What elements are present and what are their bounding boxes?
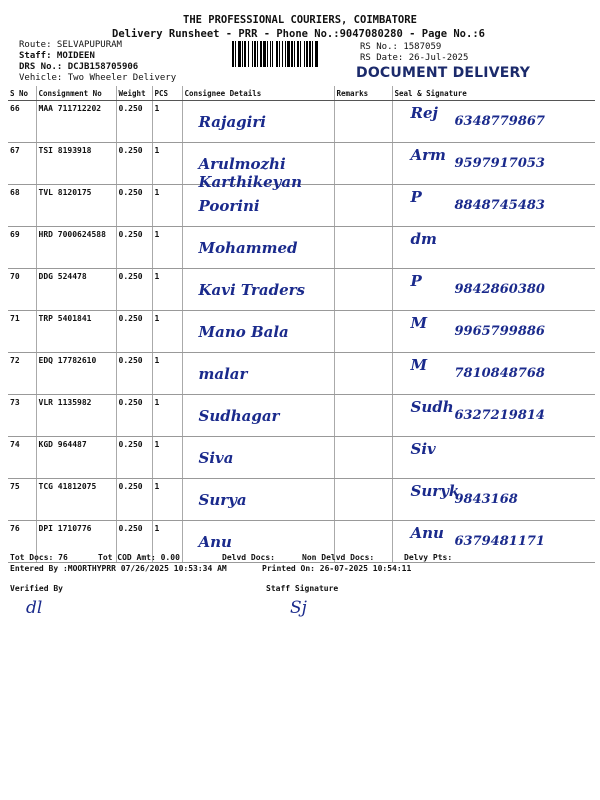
cell-remarks [334,185,392,227]
consignee-handwriting: Kavi Traders [198,281,305,299]
consignee-handwriting: Siva [198,449,234,467]
consignee-handwriting: Sudhagar [198,407,280,425]
cell-consignment-no: HRD 7000624588 [36,227,116,269]
cell-consignment-no: EDQ 17782610 [36,353,116,395]
cell-pcs: 1 [152,101,182,143]
table-row [8,395,595,437]
cell-sno: 70 [8,269,36,311]
cell-weight: 0.250 [116,353,152,395]
cell-seal-signature [392,311,595,353]
cell-weight: 0.250 [116,185,152,227]
cell-pcs: 1 [152,521,182,563]
cell-remarks [334,143,392,185]
col-consignee-details: Consignee Details [182,86,334,101]
cell-seal-signature [392,185,595,227]
signature-handwriting: P [410,272,422,290]
staff-label: Staff: MOIDEEN [19,51,95,61]
cell-weight: 0.250 [116,437,152,479]
barcode-image [232,41,354,67]
cell-weight: 0.250 [116,311,152,353]
cell-sno: 71 [8,311,36,353]
cell-pcs: 1 [152,353,182,395]
signature-handwriting: Arm [410,146,446,164]
consignee-handwriting: malar [198,365,248,383]
cell-weight: 0.250 [116,479,152,521]
phone-handwriting: 9842860380 [454,282,545,297]
table-row [8,269,595,311]
cell-consignment-no: TSI 8193918 [36,143,116,185]
staff-signature-mark: Sj [290,598,307,618]
phone-handwriting: 6348779867 [454,114,545,129]
consignee-handwriting: Surya [198,491,247,509]
table-row [8,143,595,185]
phone-handwriting: 6379481171 [454,534,545,549]
cell-sno: 74 [8,437,36,479]
table-row [8,353,595,395]
cell-weight: 0.250 [116,521,152,563]
table-row [8,227,595,269]
cell-remarks [334,479,392,521]
cell-remarks [334,353,392,395]
signature-handwriting: Rej [410,104,438,122]
col-pcs: PCS [152,86,182,101]
signature-handwriting: M [410,314,428,332]
cell-consignee [182,101,334,143]
consignee-handwriting: Poorini [198,197,260,215]
rs-number: RS No.: 1587059 [360,42,442,52]
cell-pcs: 1 [152,227,182,269]
vehicle-label: Vehicle: Two Wheeler Delivery [19,73,177,83]
cell-consignment-no: VLR 1135982 [36,395,116,437]
cell-pcs: 1 [152,143,182,185]
cell-sno: 72 [8,353,36,395]
cell-weight: 0.250 [116,269,152,311]
cell-remarks [334,437,392,479]
cell-seal-signature [392,395,595,437]
entered-by: Entered By :MOORTHYPRR 07/26/2025 10:53:34 AM [10,564,227,573]
cell-sno: 75 [8,479,36,521]
cell-pcs: 1 [152,437,182,479]
cell-remarks [334,269,392,311]
cell-sno: 69 [8,227,36,269]
col-weight: Weight [116,86,152,101]
cell-weight: 0.250 [116,101,152,143]
cell-sno: 76 [8,521,36,563]
cell-seal-signature [392,101,595,143]
cell-consignee [182,353,334,395]
verified-by-signature: dl [26,598,43,618]
table-row [8,479,595,521]
route-label: Route: SELVAPUPURAM [19,40,122,50]
cell-consignee [182,185,334,227]
document-delivery-stamp: DOCUMENT DELIVERY [356,65,531,81]
phone-handwriting: 8848745483 [454,198,545,213]
drs-number: DRS No.: DCJB158705906 [19,62,139,72]
cell-pcs: 1 [152,185,182,227]
table-row [8,437,595,479]
signature-handwriting: Anu [410,524,444,542]
cell-consignment-no: TRP 5401841 [36,311,116,353]
cell-seal-signature [392,227,595,269]
rs-date: RS Date: 26-Jul-2025 [360,53,469,63]
phone-handwriting: 9965799886 [454,324,545,339]
cell-seal-signature [392,437,595,479]
cell-consignee [182,269,334,311]
cell-remarks [334,101,392,143]
consignee-handwriting: Arulmozhi Karthikeyan [198,155,302,191]
cell-consignee [182,395,334,437]
cell-seal-signature [392,479,595,521]
cell-consignment-no: MAA 711712202 [36,101,116,143]
cell-consignment-no: TVL 8120175 [36,185,116,227]
consignee-handwriting: Mano Bala [198,323,289,341]
consignee-handwriting: Rajagiri [198,113,266,131]
phone-handwriting: 9843168 [454,492,518,507]
cell-pcs: 1 [152,479,182,521]
company-name: THE PROFESSIONAL COURIERS, COIMBATORE [183,14,417,26]
printed-on: Printed On: 26-07-2025 10:54:11 [262,564,412,573]
consignee-handwriting: Anu [198,533,232,551]
signature-handwriting: Suryk [410,482,460,500]
runsheet-subtitle: Delivery Runsheet - PRR - Phone No.:9047080280 - Page No.:6 [112,28,485,40]
cell-consignment-no: KGD 964487 [36,437,116,479]
cell-weight: 0.250 [116,395,152,437]
signature-handwriting: dm [410,230,437,248]
cell-consignee [182,479,334,521]
phone-handwriting: 7810848768 [454,366,545,381]
col-remarks: Remarks [334,86,392,101]
cell-sno: 73 [8,395,36,437]
cell-seal-signature [392,353,595,395]
cell-remarks [334,311,392,353]
cell-remarks [334,227,392,269]
cell-weight: 0.250 [116,143,152,185]
delivery-points: Delvy Pts: [404,553,453,562]
col-seal-signature: Seal & Signature [392,86,595,101]
cell-sno: 68 [8,185,36,227]
phone-handwriting: 9597917053 [454,156,545,171]
cell-seal-signature [392,143,595,185]
cell-sno: 66 [8,101,36,143]
delivered-docs: Delvd Docs: [222,553,275,562]
cell-pcs: 1 [152,311,182,353]
cell-pcs: 1 [152,269,182,311]
cell-remarks [334,395,392,437]
table-row [8,185,595,227]
tot-cod-amount: Tot COD Amt: 0.00 [98,553,180,562]
cell-sno: 67 [8,143,36,185]
cell-consignee [182,227,334,269]
phone-handwriting: 6327219814 [454,408,545,423]
table-row [8,311,595,353]
signature-handwriting: P [410,188,422,206]
runsheet-table [8,86,595,563]
verified-by-label: Verified By [10,584,63,593]
cell-weight: 0.250 [116,227,152,269]
cell-consignee [182,437,334,479]
consignee-handwriting: Mohammed [198,239,298,257]
cell-consignee [182,311,334,353]
cell-pcs: 1 [152,395,182,437]
signature-handwriting: Siv [410,440,436,458]
cell-consignment-no: DPI 1710776 [36,521,116,563]
cell-consignee [182,143,334,191]
cell-consignment-no: DDG 524478 [36,269,116,311]
staff-signature-label: Staff Signature [266,584,339,593]
col-sno: S No [8,86,36,101]
signature-handwriting: Sudh [410,398,454,416]
col-consignment-no: Consignment No [36,86,116,101]
cell-seal-signature [392,269,595,311]
signature-handwriting: M [410,356,428,374]
tot-docs: Tot Docs: 76 [10,553,68,562]
non-delivered-docs: Non Delvd Docs: [302,553,375,562]
table-header-row [8,86,595,101]
table-row [8,101,595,143]
cell-consignment-no: TCG 41812075 [36,479,116,521]
